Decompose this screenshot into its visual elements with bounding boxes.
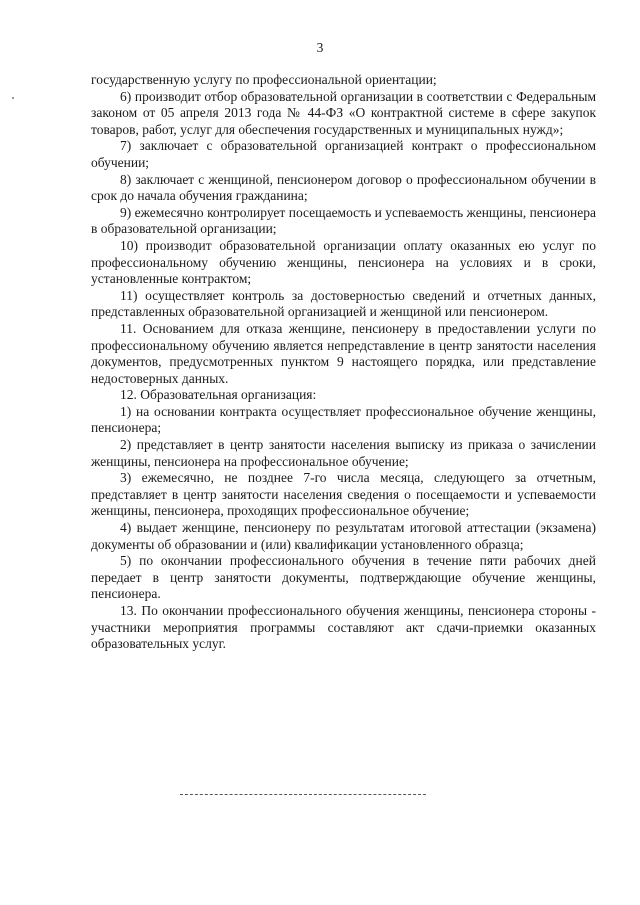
paragraph-section-11: 11. Основанием для отказа женщине, пенсионеру в предоставлении услуги по профессиональному обучению является непредставление в центр занятости населения документов, предусмотренных пунктом 9 настоящего порядка, или представление недостоверных данных. [91,320,596,386]
closing-rule [180,794,426,795]
paragraph-item-6: 6) производит отбор образовательной организации в соответствии с Федеральным законом от 05 апреля 2013 года № 44-ФЗ «О контрактной системе в сфере закупок товаров, работ, услуг для обеспечения государственных и муниципальных нужд»; [91,88,596,137]
paragraph-section-12: 12. Образовательная организация: [120,387,317,403]
paragraph-item-8: 8) заключает с женщиной, пенсионером договор о профессиональном обучении в срок до начала обучения гражданина; [91,171,596,204]
paragraph-item-10: 10) производит образовательной организации оплату оказанных ею услуг по профессиональному обучению женщины, пенсионера на условиях и в сроки, установленные контрактом; [91,237,596,287]
document-body [91,72,596,653]
paragraph-section-12-item-1: 1) на основании контракта осуществляет профессиональное обучение женщины, пенсионера; [91,403,596,436]
paragraph-section-12-item-5: 5) по окончании профессионального обучения в течение пяти рабочих дней передает в центр занятости документы, подтверждающие обучение женщины, пенсионера. [91,553,596,602]
paragraph-section-12-item-2: 2) представляет в центр занятости населения выписку из приказа о зачислении женщины, пенсионера на профессиональное обучение; [91,437,596,469]
paragraph-item-7: 7) заключает с образовательной организацией контракт о профессиональном обучении; [91,138,596,170]
paragraph-item-11: 11) осуществляет контроль за достоверностью сведений и отчетных данных, представленных образовательной организацией и женщиной или пенсионером. [91,287,596,320]
margin-mark [12,97,14,99]
paragraph-section-12-item-3: 3) ежемесячно, не позднее 7-го числа месяца, следующего за отчетным, представляет в центр занятости населения сведения о посещаемости и успеваемости женщины, пенсионера, проходящих профессиональное обучение; [91,470,596,519]
paragraph-continuation: государственную услугу по профессиональной ориентации; [91,72,437,87]
paragraph-item-9: 9) ежемесячно контролирует посещаемость и успеваемость женщины, пенсионера в образовательной организации; [91,204,596,237]
paragraph-section-12-item-4: 4) выдает женщине, пенсионеру по результатам итоговой аттестации (экзамена) документы об образовании и (или) квалификации установленного образца; [91,520,596,552]
page-number: 3 [316,40,324,55]
paragraph-section-13: 13. По окончании профессионального обучения женщины, пенсионера стороны - участники мероприятия программы составляют акт сдачи-приемки оказанных образовательных услуг. [91,603,596,652]
